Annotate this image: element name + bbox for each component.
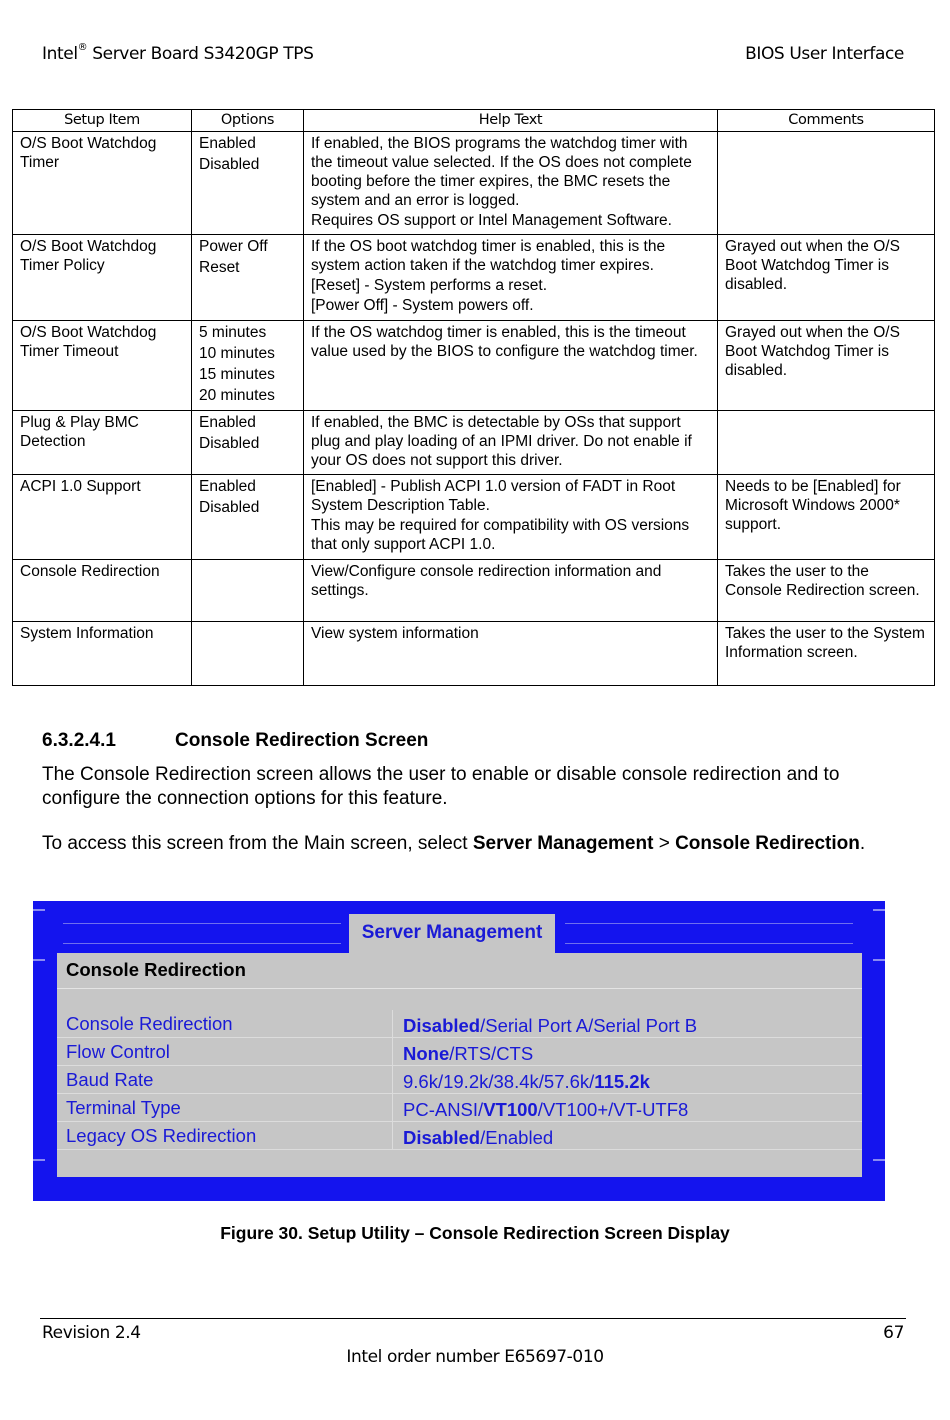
help-text-cell [304,622,718,686]
options-cell [192,475,304,560]
help-text-cell [304,475,718,560]
frame-tick [33,959,45,961]
options-cell [192,411,304,475]
options-cell [192,622,304,686]
option-value: 5 minutes [199,324,267,341]
help-text: Requires OS support or Intel Management Software. [311,212,672,229]
help-text: [Power Off] - System powers off. [311,297,534,314]
help-text: If the OS watchdog timer is enabled, this is the timeout value used by the BIOS to configure the watchdog timer. [311,324,698,360]
selected-option: Disabled [403,1015,481,1036]
options-cell [192,235,304,321]
option-text: PC-ANSI/ [403,1099,484,1120]
bios-setting-row[interactable] [57,1066,862,1094]
options-cell [192,132,304,235]
setup-item-cell: Console Redirection [13,560,192,622]
table-row [13,475,935,560]
help-text-cell [304,321,718,411]
row-separator [392,1066,393,1094]
option-text: /Enabled [480,1127,554,1148]
setup-item-cell: ACPI 1.0 Support [13,475,192,560]
option-text: /Serial Port A/Serial Port B [480,1015,698,1036]
option-text: /VT100+/VT-UTF8 [537,1099,689,1120]
help-text: If the OS boot watchdog timer is enabled, this is the system action taken if the watchdog timer expires. [311,238,666,274]
option-value: Disabled [199,156,260,173]
table-row [13,411,935,475]
setting-label: Legacy OS Redirection [66,1125,257,1146]
option-value: Reset [199,259,240,276]
bios-setting-row[interactable] [57,1010,862,1038]
title-bar-line [565,923,853,924]
title-bar-line [63,943,341,944]
comments-cell: Needs to be [Enabled] for Microsoft Windows 2000* support. [718,475,935,560]
column-header: Options [192,110,304,132]
setup-options-table [12,109,935,686]
footer-revision: Revision 2.4 [42,1323,141,1343]
option-value: Disabled [199,499,260,516]
panel-divider [57,988,862,989]
table-row [13,132,935,235]
setup-item-cell: O/S Boot Watchdog Timer Timeout [13,321,192,411]
frame-tick [33,1159,45,1161]
option-value: 20 minutes [199,387,275,404]
help-text-cell [304,235,718,321]
setting-value[interactable] [403,1071,650,1093]
option-value: 15 minutes [199,366,275,383]
intro-paragraph: The Console Redirection screen allows the user to enable or disable console redirection and to configure the connection options for this feature. [42,764,840,809]
column-header: Comments [718,110,935,132]
help-text: If enabled, the BIOS programs the watchdog timer with the timeout value selected. If the OS does not complete booting before the timer expires, the BMC resets the system and an error is logged. [311,135,692,209]
title-bar-line [63,923,341,924]
table-row [13,321,935,411]
frame-tick [873,1159,885,1161]
row-separator [392,1038,393,1066]
setting-label: Flow Control [66,1041,170,1062]
figure-caption: Figure 30. Setup Utility – Console Redirection Screen Display [220,1223,730,1243]
setup-item-cell: O/S Boot Watchdog Timer [13,132,192,235]
table-row [13,560,935,622]
option-value: Enabled [199,478,256,495]
option-value: Enabled [199,414,256,431]
setting-value[interactable] [403,1015,697,1037]
selected-option: 115.2k [594,1071,650,1092]
help-text-cell [304,411,718,475]
running-header-section: BIOS User Interface [745,44,904,64]
help-text: This may be required for compatibility with OS versions that only support ACPI 1.0. [311,517,690,553]
bios-setting-row[interactable] [57,1122,862,1150]
row-separator [392,1094,393,1122]
row-separator [392,1122,393,1150]
help-text: [Reset] - System performs a reset. [311,277,548,294]
row-separator [392,1010,393,1038]
running-header-title: Intel® Server Board S3420GP TPS [42,42,314,64]
order-number: Intel order number E65697-010 [346,1347,604,1367]
comments-cell: Grayed out when the O/S Boot Watchdog Timer is disabled. [718,235,935,321]
help-text-cell [304,132,718,235]
selected-option: None [403,1043,450,1064]
help-text-cell [304,560,718,622]
bios-panel [57,953,862,1177]
access-paragraph: To access this screen from the Main screen, select Server Management > Console Redirection. [42,833,866,854]
help-text: [Enabled] - Publish ACPI 1.0 version of FADT in Root System Description Table. [311,478,676,514]
option-text: 9.6k/19.2k/38.4k/57.6k/ [403,1071,595,1092]
setting-label: Console Redirection [66,1013,233,1034]
section-title: Console Redirection Screen [175,730,429,751]
comments-cell: Grayed out when the O/S Boot Watchdog Timer is disabled. [718,321,935,411]
option-value: Enabled [199,135,256,152]
comments-cell [718,132,935,235]
section-number: 6.3.2.4.1 [42,730,116,751]
setup-item-cell: System Information [13,622,192,686]
panel-title: Console Redirection [66,959,246,980]
comments-cell: Takes the user to the System Information screen. [718,622,935,686]
comments-cell [718,411,935,475]
table-body [13,132,935,686]
options-cell [192,560,304,622]
setting-value[interactable] [403,1099,688,1121]
table-row [13,235,935,321]
setting-label: Baud Rate [66,1069,154,1090]
help-text: View system information [311,625,479,642]
comments-cell: Takes the user to the Console Redirection screen. [718,560,935,622]
row-underline [57,1149,862,1150]
tab-server-management[interactable]: Server Management [349,914,555,954]
option-value: 10 minutes [199,345,275,362]
frame-tick [33,909,45,911]
help-text: If enabled, the BMC is detectable by OSs that support plug and play loading of an IPMI driver. Do not enable if your OS does not support this driver. [311,414,692,469]
page-number: 67 [883,1323,904,1343]
column-header: Help Text [304,110,718,132]
option-value: Disabled [199,435,260,452]
selected-option: Disabled [403,1127,481,1148]
table-header-row [13,110,935,132]
column-header: Setup Item [13,110,192,132]
title-bar-line [565,943,853,944]
bios-setting-row[interactable] [57,1038,862,1066]
bios-setting-row[interactable] [57,1094,862,1122]
section-heading [42,730,428,752]
option-value: Power Off [199,238,268,255]
table-row [13,622,935,686]
setup-item-cell: Plug & Play BMC Detection [13,411,192,475]
setting-value[interactable] [403,1127,553,1149]
setting-label: Terminal Type [66,1097,181,1118]
frame-tick [873,959,885,961]
selected-option: VT100 [483,1099,538,1120]
frame-tick [873,909,885,911]
footer-rule [40,1318,906,1319]
option-text: /RTS/CTS [449,1043,534,1064]
options-cell [192,321,304,411]
bios-screen [33,901,885,1201]
setup-item-cell: O/S Boot Watchdog Timer Policy [13,235,192,321]
setting-value[interactable] [403,1043,533,1065]
help-text: View/Configure console redirection information and settings. [311,563,662,599]
